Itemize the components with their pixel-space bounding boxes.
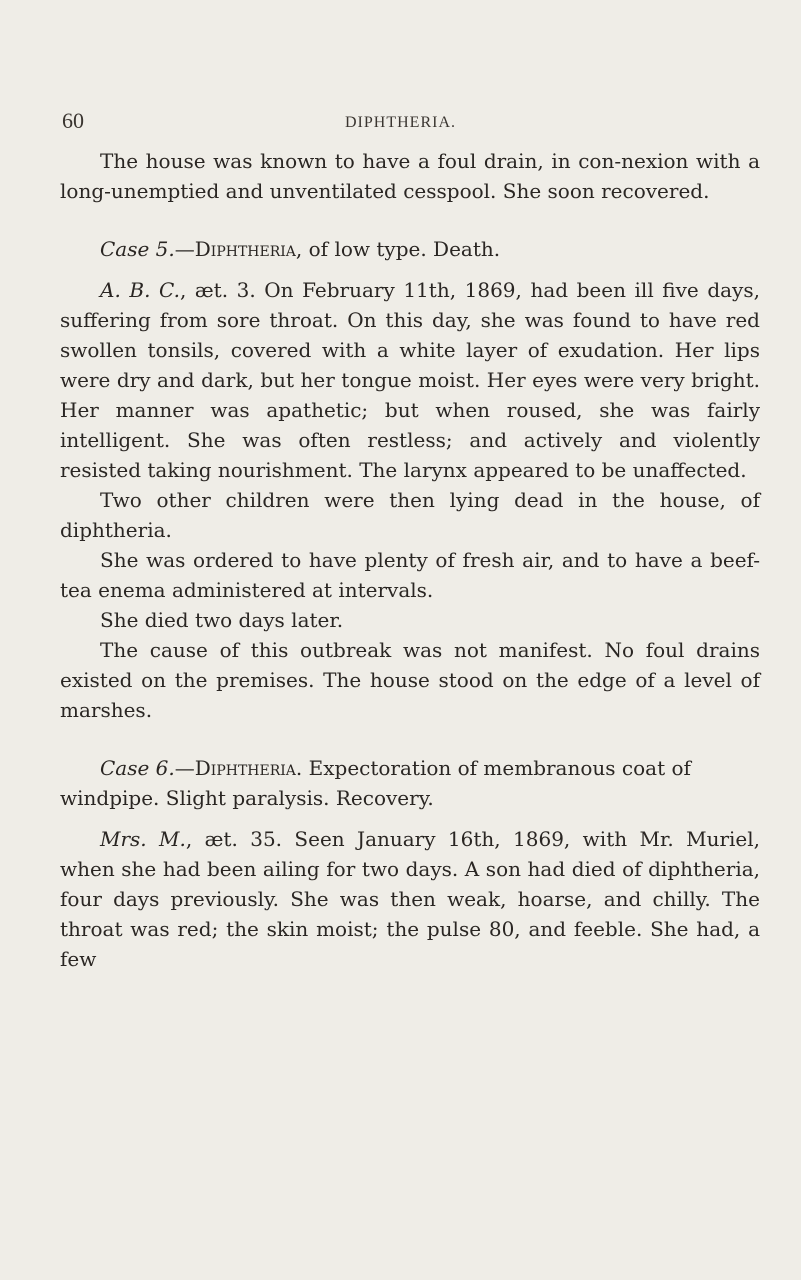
case-dash: —	[174, 237, 195, 261]
paragraph: She was ordered to have plenty of fresh air, and to have a beef-tea enema administered at intervals.	[60, 548, 760, 602]
case-description: , of low type. Death.	[295, 237, 501, 261]
case-label: Case 5.	[100, 237, 175, 261]
page-number: 60	[62, 108, 84, 133]
patient-initials: Mrs. M.	[100, 827, 186, 851]
running-head: DIPHTHERIA.	[345, 114, 456, 131]
case-dash: —	[174, 756, 195, 780]
paragraph	[60, 275, 760, 485]
paragraph: Two other children were then lying dead in the house, of diphtheria.	[60, 488, 760, 542]
paragraph-text: , æt. 35. Seen January 16th, 1869, with Mr. Muriel, when she had been ailing for two days. A son had died of diphtheria, four days previously. She was then weak, hoarse, and chilly. The throat was red; the skin moist; the pulse 80, and feeble. She had, a few	[60, 827, 760, 971]
paragraph	[60, 824, 760, 974]
case-heading-5	[60, 234, 760, 264]
paragraph-text: , æt. 3. On February 11th, 1869, had been ill five days, suffering from sore throat. On this day, she was found to have red swollen tonsils, covered with a white layer of exudation. Her lips were dry and dark, but her tongue moist. Her eyes were very bright. Her manner was apathetic; but when roused, she was fairly intelligent. She was often restless; and actively and violently resisted taking nourishment. The larynx appeared to be unaffected.	[60, 278, 760, 482]
case-label: Case 6.	[100, 756, 175, 780]
paragraph: The cause of this outbreak was not manifest. No foul drains existed on the premises. The house stood on the edge of a level of marshes.	[60, 638, 760, 722]
case-description: . Expectoration of membranous coat of windpipe. Slight paralysis. Recovery.	[60, 756, 691, 810]
paragraph: The house was known to have a foul drain, in con-nexion with a long-unemptied and unventilated cesspool. She soon recovered.	[60, 149, 760, 203]
body-text	[60, 146, 760, 974]
paragraph: She died two days later.	[100, 608, 344, 632]
page-header	[62, 108, 739, 142]
patient-initials: A. B. C.	[100, 278, 180, 302]
case-disease: Diphtheria	[194, 756, 296, 780]
case-heading-6	[60, 753, 760, 813]
case-disease: Diphtheria	[194, 237, 296, 261]
